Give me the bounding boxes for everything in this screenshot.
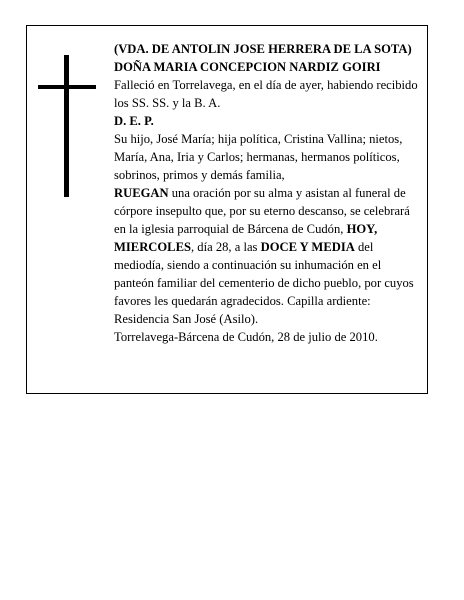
obituary-text <box>114 40 422 346</box>
deceased-name: DOÑA MARIA CONCEPCION NARDIZ GOIRI <box>114 60 381 74</box>
family-list: Su hijo, José María; hija política, Cristina Vallina; nietos, María, Ana, Iria y Carlos; hermanas, hermanos políticos, sobrinos, primos y demás familia, <box>114 132 403 182</box>
death-statement: Falleció en Torrelavega, en el día de ayer, habiendo recibido los SS. SS. y la B. A. <box>114 78 418 110</box>
obituary-notice <box>26 25 428 394</box>
burial-text: del mediodía, siendo a continuación su inhumación en el panteón familiar del cementerio de dicho pueblo, por cuyos favores les quedarán agradecidos. Capilla ardiente: Residencia San José (Asilo). <box>114 240 414 326</box>
rip-abbreviation: D. E. P. <box>114 114 154 128</box>
request-text: una oración por su alma y asistan al funeral de córpore insepulto que, por su eterno descanso, se celebrará en la iglesia parroquial de Bárcena de Cudón, <box>114 186 410 236</box>
place-date: Torrelavega-Bárcena de Cudón, 28 de julio de 2010. <box>114 330 378 344</box>
widow-title: (VDA. DE ANTOLIN JOSE HERRERA DE LA SOTA) <box>114 42 412 56</box>
request-keyword: RUEGAN <box>114 186 169 200</box>
cross-horizontal-bar <box>38 85 96 89</box>
day-keyword: HOY, MIERCOLES <box>114 222 378 254</box>
cross-vertical-bar <box>64 55 69 197</box>
funeral-paragraph <box>114 184 422 328</box>
cross-icon <box>38 55 96 197</box>
time-keyword: DOCE Y MEDIA <box>260 240 355 254</box>
day-text: , día 28, a las <box>190 240 261 254</box>
